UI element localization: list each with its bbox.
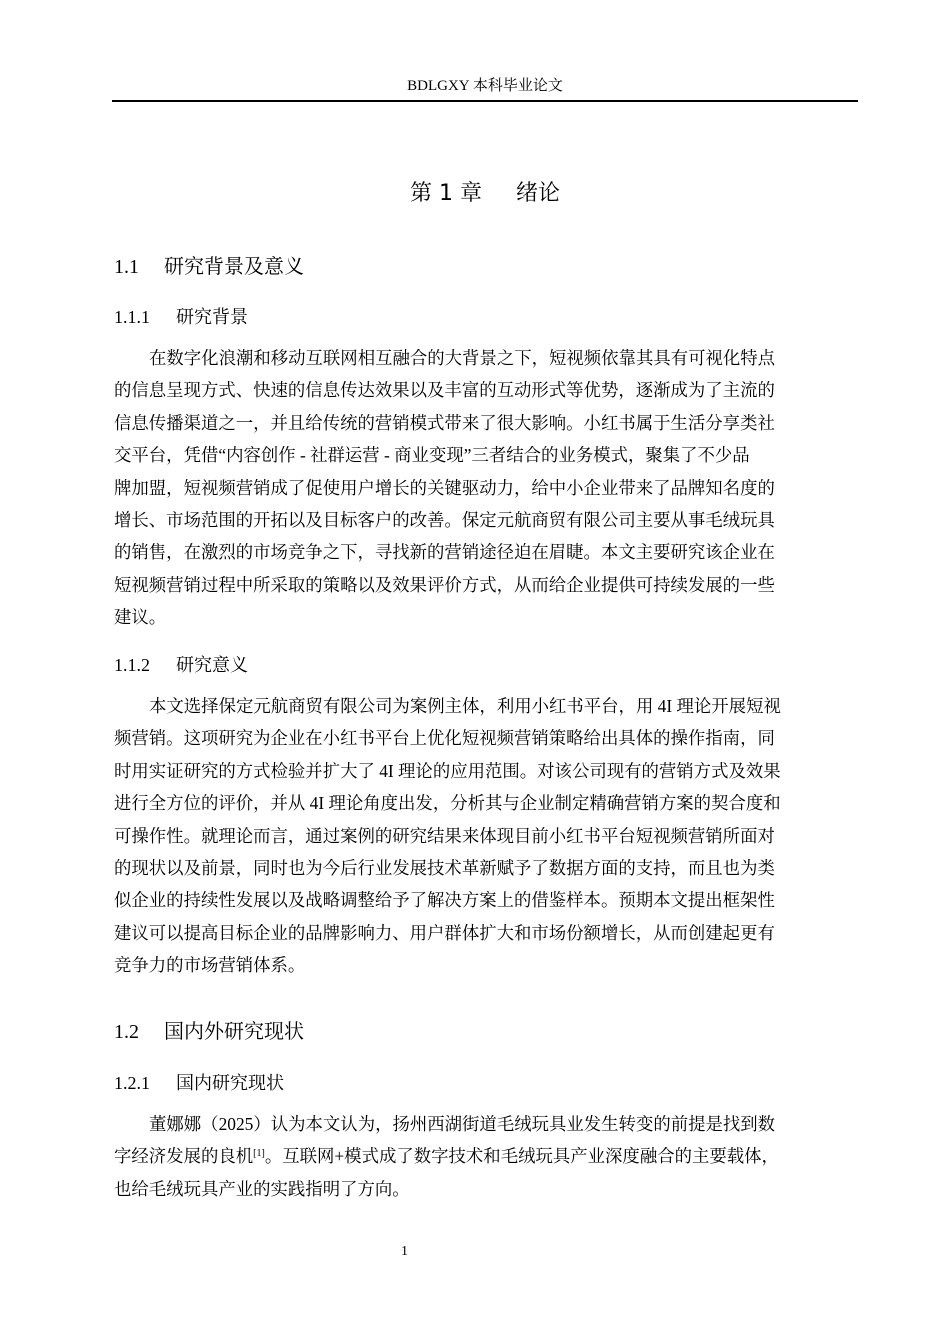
section-heading-1-2 (114, 1017, 304, 1046)
subsection-number: 1.2.1 (114, 1073, 150, 1093)
citation-ref[interactable]: [1] (253, 1148, 265, 1160)
text-line: 在数字化浪潮和移动互联网相互融合的大背景之下，短视频依靠其具有可视化特点 (149, 348, 776, 368)
page-number: 1 (401, 1244, 408, 1259)
subsection-heading-1-1-1 (114, 304, 248, 331)
header-rule (112, 100, 858, 102)
subsection-heading-1-2-1 (114, 1070, 284, 1097)
text-line: 时用实证研究的方式检验并扩大了 4I 理论的应用范围。对该公司现有的营销方式及效果 (114, 760, 781, 781)
subsection-title: 国内研究现状 (176, 1073, 284, 1094)
paragraph-significance (114, 690, 860, 982)
text-line: 竞争力的市场营销体系。 (114, 955, 306, 976)
text-line: 交平台，凭借“内容创作 - 社群运营 - 商业变现”三者结合的业务模式，聚集了不少品 (114, 445, 750, 466)
text-line: 建议。 (114, 607, 167, 628)
text-line: 牌加盟，短视频营销成了促使用户增长的关键驱动力，给中小企业带来了品牌知名度的 (114, 477, 775, 498)
paragraph-background (114, 342, 860, 634)
text-line: 信息传播渠道之一，并且给传统的营销模式带来了很大影响。小红书属于生活分享类社 (114, 412, 775, 433)
subsection-title: 研究背景 (176, 307, 248, 328)
text-line: 的信息呈现方式、快速的信息传达效果以及丰富的互动形式等优势，逐渐成为了主流的 (114, 380, 775, 401)
text-fragment: 。互联网+模式成了数字技术和毛绒玩具产业深度融合的主要载体， (264, 1146, 779, 1167)
section-number: 1.1 (114, 256, 139, 278)
text-line: 频营销。这项研究为企业在小红书平台上优化短视频营销策略给出具体的操作指南，同 (114, 728, 775, 749)
text-line: 似企业的持续性发展以及战略调整给予了解决方案上的借鉴样本。预期本文提出框架性 (114, 890, 775, 911)
subsection-title: 研究意义 (176, 655, 248, 676)
text-line: 的现状以及前景，同时也为今后行业发展技术革新赋予了数据方面的支持，而且也为类 (114, 857, 775, 878)
text-line: 的销售，在激烈的市场竞争之下，寻找新的营销途径迫在眉睫。本文主要研究该企业在 (114, 542, 775, 563)
text-line: 也给毛绒玩具产业的实践指明了方向。 (114, 1178, 410, 1199)
text-line: 建议可以提高目标企业的品牌影响力、用户群体扩大和市场份额增长，从而创建起更有 (114, 922, 775, 943)
text-line: 短视频营销过程中所采取的策略以及效果评价方式，从而给企业提供可持续发展的一些 (114, 574, 775, 595)
chapter-name: 绪论 (515, 181, 560, 206)
chapter-title (112, 179, 858, 209)
text-line: 董娜娜（2025）认为本文认为，扬州西湖街道毛绒玩具业发生转变的前提是找到数 (149, 1114, 776, 1134)
text-line: 增长、市场范围的开拓以及目标客户的改善。保定元航商贸有限公司主要从事毛绒玩具 (114, 509, 775, 530)
subsection-heading-1-1-2 (114, 652, 248, 679)
section-number: 1.2 (114, 1021, 139, 1043)
text-line: 本文选择保定元航商贸有限公司为案例主体，利用小红书平台，用 4I 理论开展短视 (149, 696, 781, 716)
text-line (114, 1140, 860, 1172)
subsection-number: 1.1.1 (114, 307, 150, 327)
paragraph-domestic-research (114, 1108, 860, 1205)
running-header: BDLGXY 本科毕业论文 (407, 78, 563, 94)
subsection-number: 1.1.2 (114, 655, 150, 675)
section-title: 研究背景及意义 (164, 254, 304, 278)
text-line: 可操作性。就理论而言，通过案例的研究结果来体现目前小红书平台短视频营销所面对 (114, 825, 775, 846)
section-title: 国内外研究现状 (164, 1019, 304, 1043)
text-line: 进行全方位的评价，并从 4I 理论角度出发，分析其与企业制定精确营销方案的契合度和 (114, 793, 781, 814)
text-fragment: 字经济发展的良机 (114, 1146, 254, 1167)
chapter-number: 第 1 章 (410, 181, 482, 206)
section-heading-1-1 (114, 252, 304, 281)
